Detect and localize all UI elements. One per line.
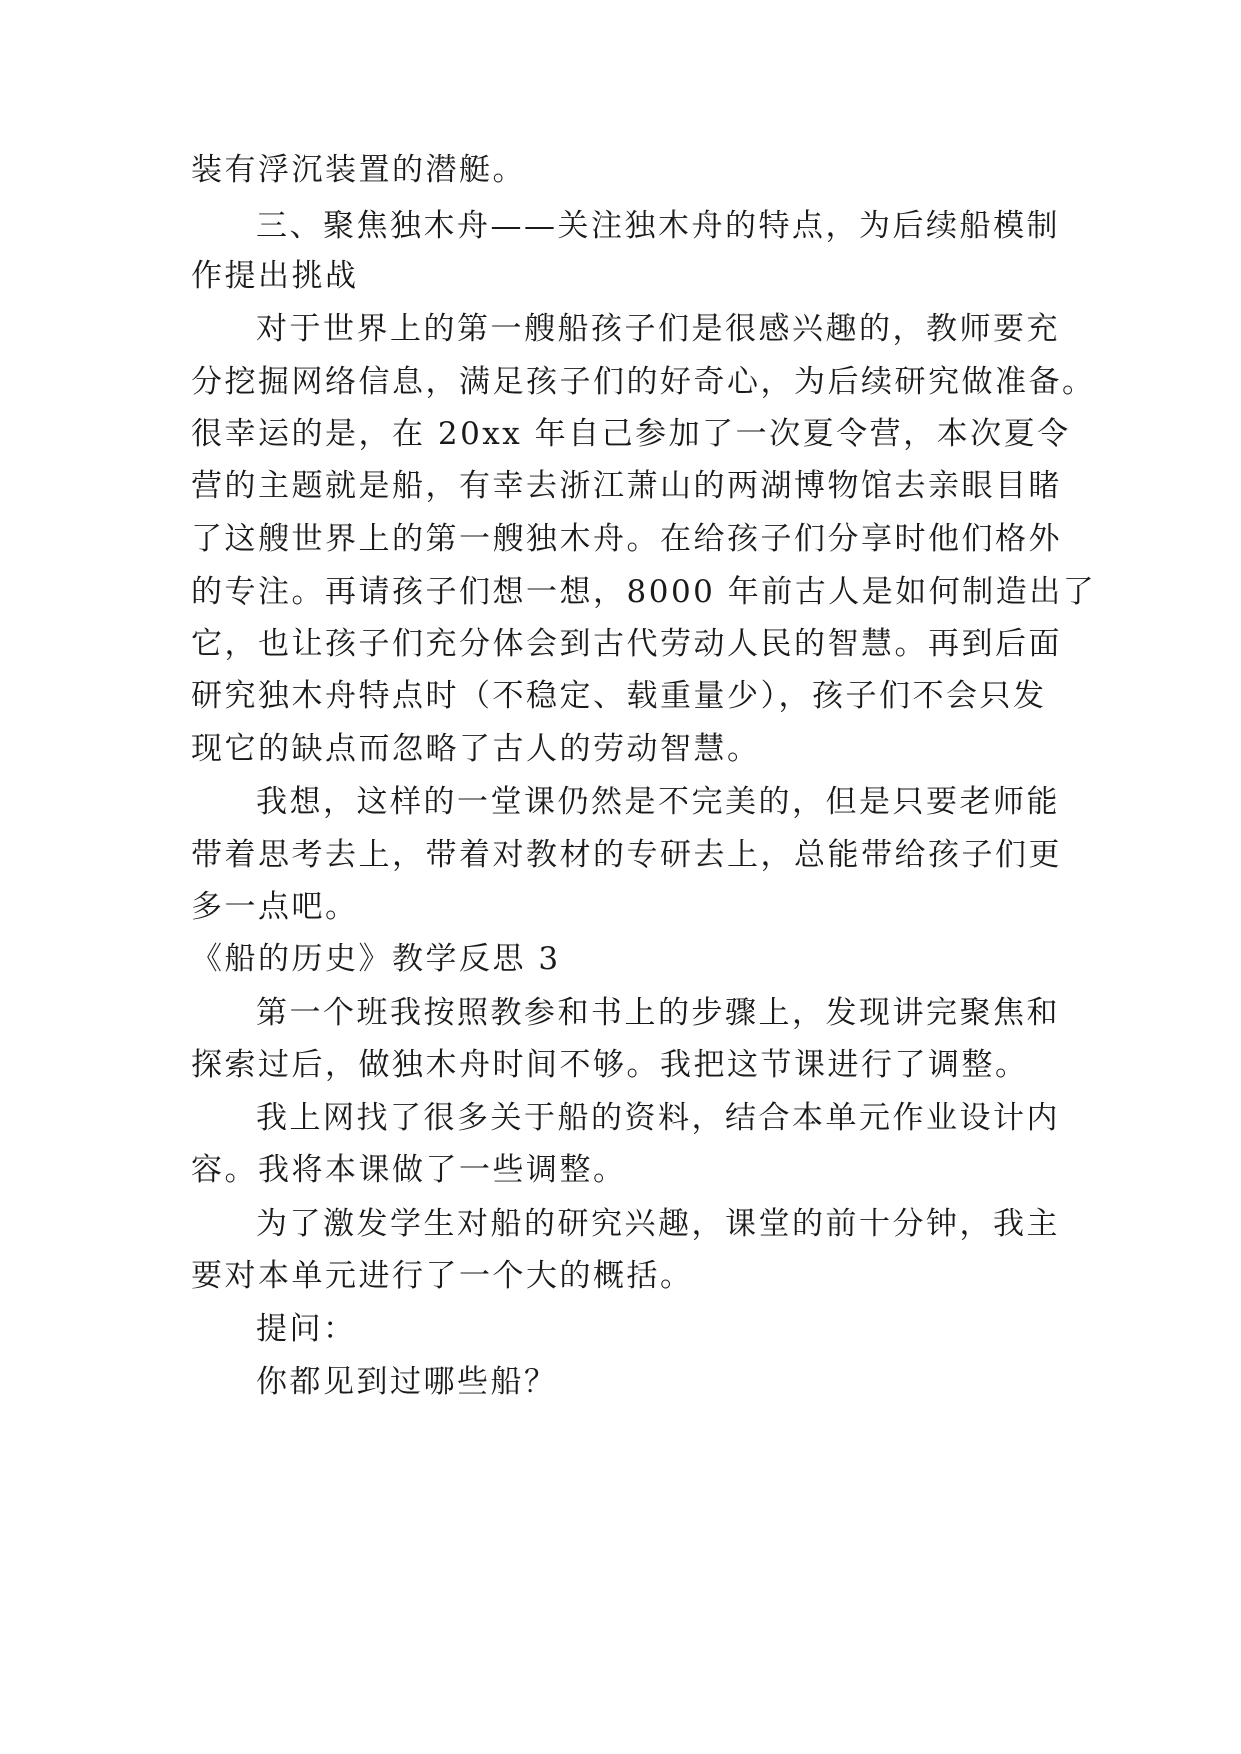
text-line: 营的主题就是船，有幸去浙江萧山的两湖博物馆去亲眼目睹	[191, 468, 1062, 504]
text-line: 探索过后，做独木舟时间不够。我把这节课进行了调整。	[191, 1047, 1029, 1083]
document-title: 《船的历史》教学反思 3	[191, 941, 561, 977]
text-line: 很幸运的是，在 20xx 年自己参加了一次夏令营，本次夏令	[191, 416, 1071, 452]
section-heading: 三、聚焦独木舟——关注独木舟的特点，为后续船模制	[256, 208, 1060, 244]
text-line: 它，也让孩子们充分体会到古代劳动人民的智慧。再到后面	[191, 626, 1062, 662]
paragraph-start: 第一个班我按照教参和书上的步骤上，发现讲完聚焦和	[256, 995, 1060, 1031]
text-line: 了这艘世界上的第一艘独木舟。在给孩子们分享时他们格外	[191, 521, 1062, 557]
text-line: 研究独木舟特点时（不稳定、载重量少），孩子们不会只发	[191, 678, 1047, 714]
paragraph-start: 提问：	[256, 1311, 357, 1347]
paragraph-start: 我上网找了很多关于船的资料，结合本单元作业设计内	[256, 1100, 1060, 1136]
paragraph-start: 你都见到过哪些船？	[256, 1364, 558, 1400]
text-line: 分挖掘网络信息，满足孩子们的好奇心，为后续研究做准备。	[191, 364, 1096, 400]
text-line: 带着思考去上，带着对教材的专研去上，总能带给孩子们更	[191, 837, 1062, 873]
text-line: 作提出挑战	[191, 258, 359, 294]
text-line: 要对本单元进行了一个大的概括。	[191, 1258, 694, 1294]
text-line: 容。我将本课做了一些调整。	[191, 1152, 627, 1188]
text-line: 装有浮沉装置的潜艇。	[191, 152, 526, 188]
paragraph-start: 为了激发学生对船的研究兴趣，课堂的前十分钟，我主	[256, 1206, 1060, 1242]
paragraph-start: 对于世界上的第一艘船孩子们是很感兴趣的，教师要充	[256, 311, 1060, 347]
text-line: 现它的缺点而忽略了古人的劳动智慧。	[191, 731, 761, 767]
paragraph-start: 我想，这样的一堂课仍然是不完美的，但是只要老师能	[256, 784, 1060, 820]
text-line: 的专注。再请孩子们想一想，8000 年前古人是如何制造出了	[191, 574, 1097, 610]
text-line: 多一点吧。	[191, 889, 359, 925]
